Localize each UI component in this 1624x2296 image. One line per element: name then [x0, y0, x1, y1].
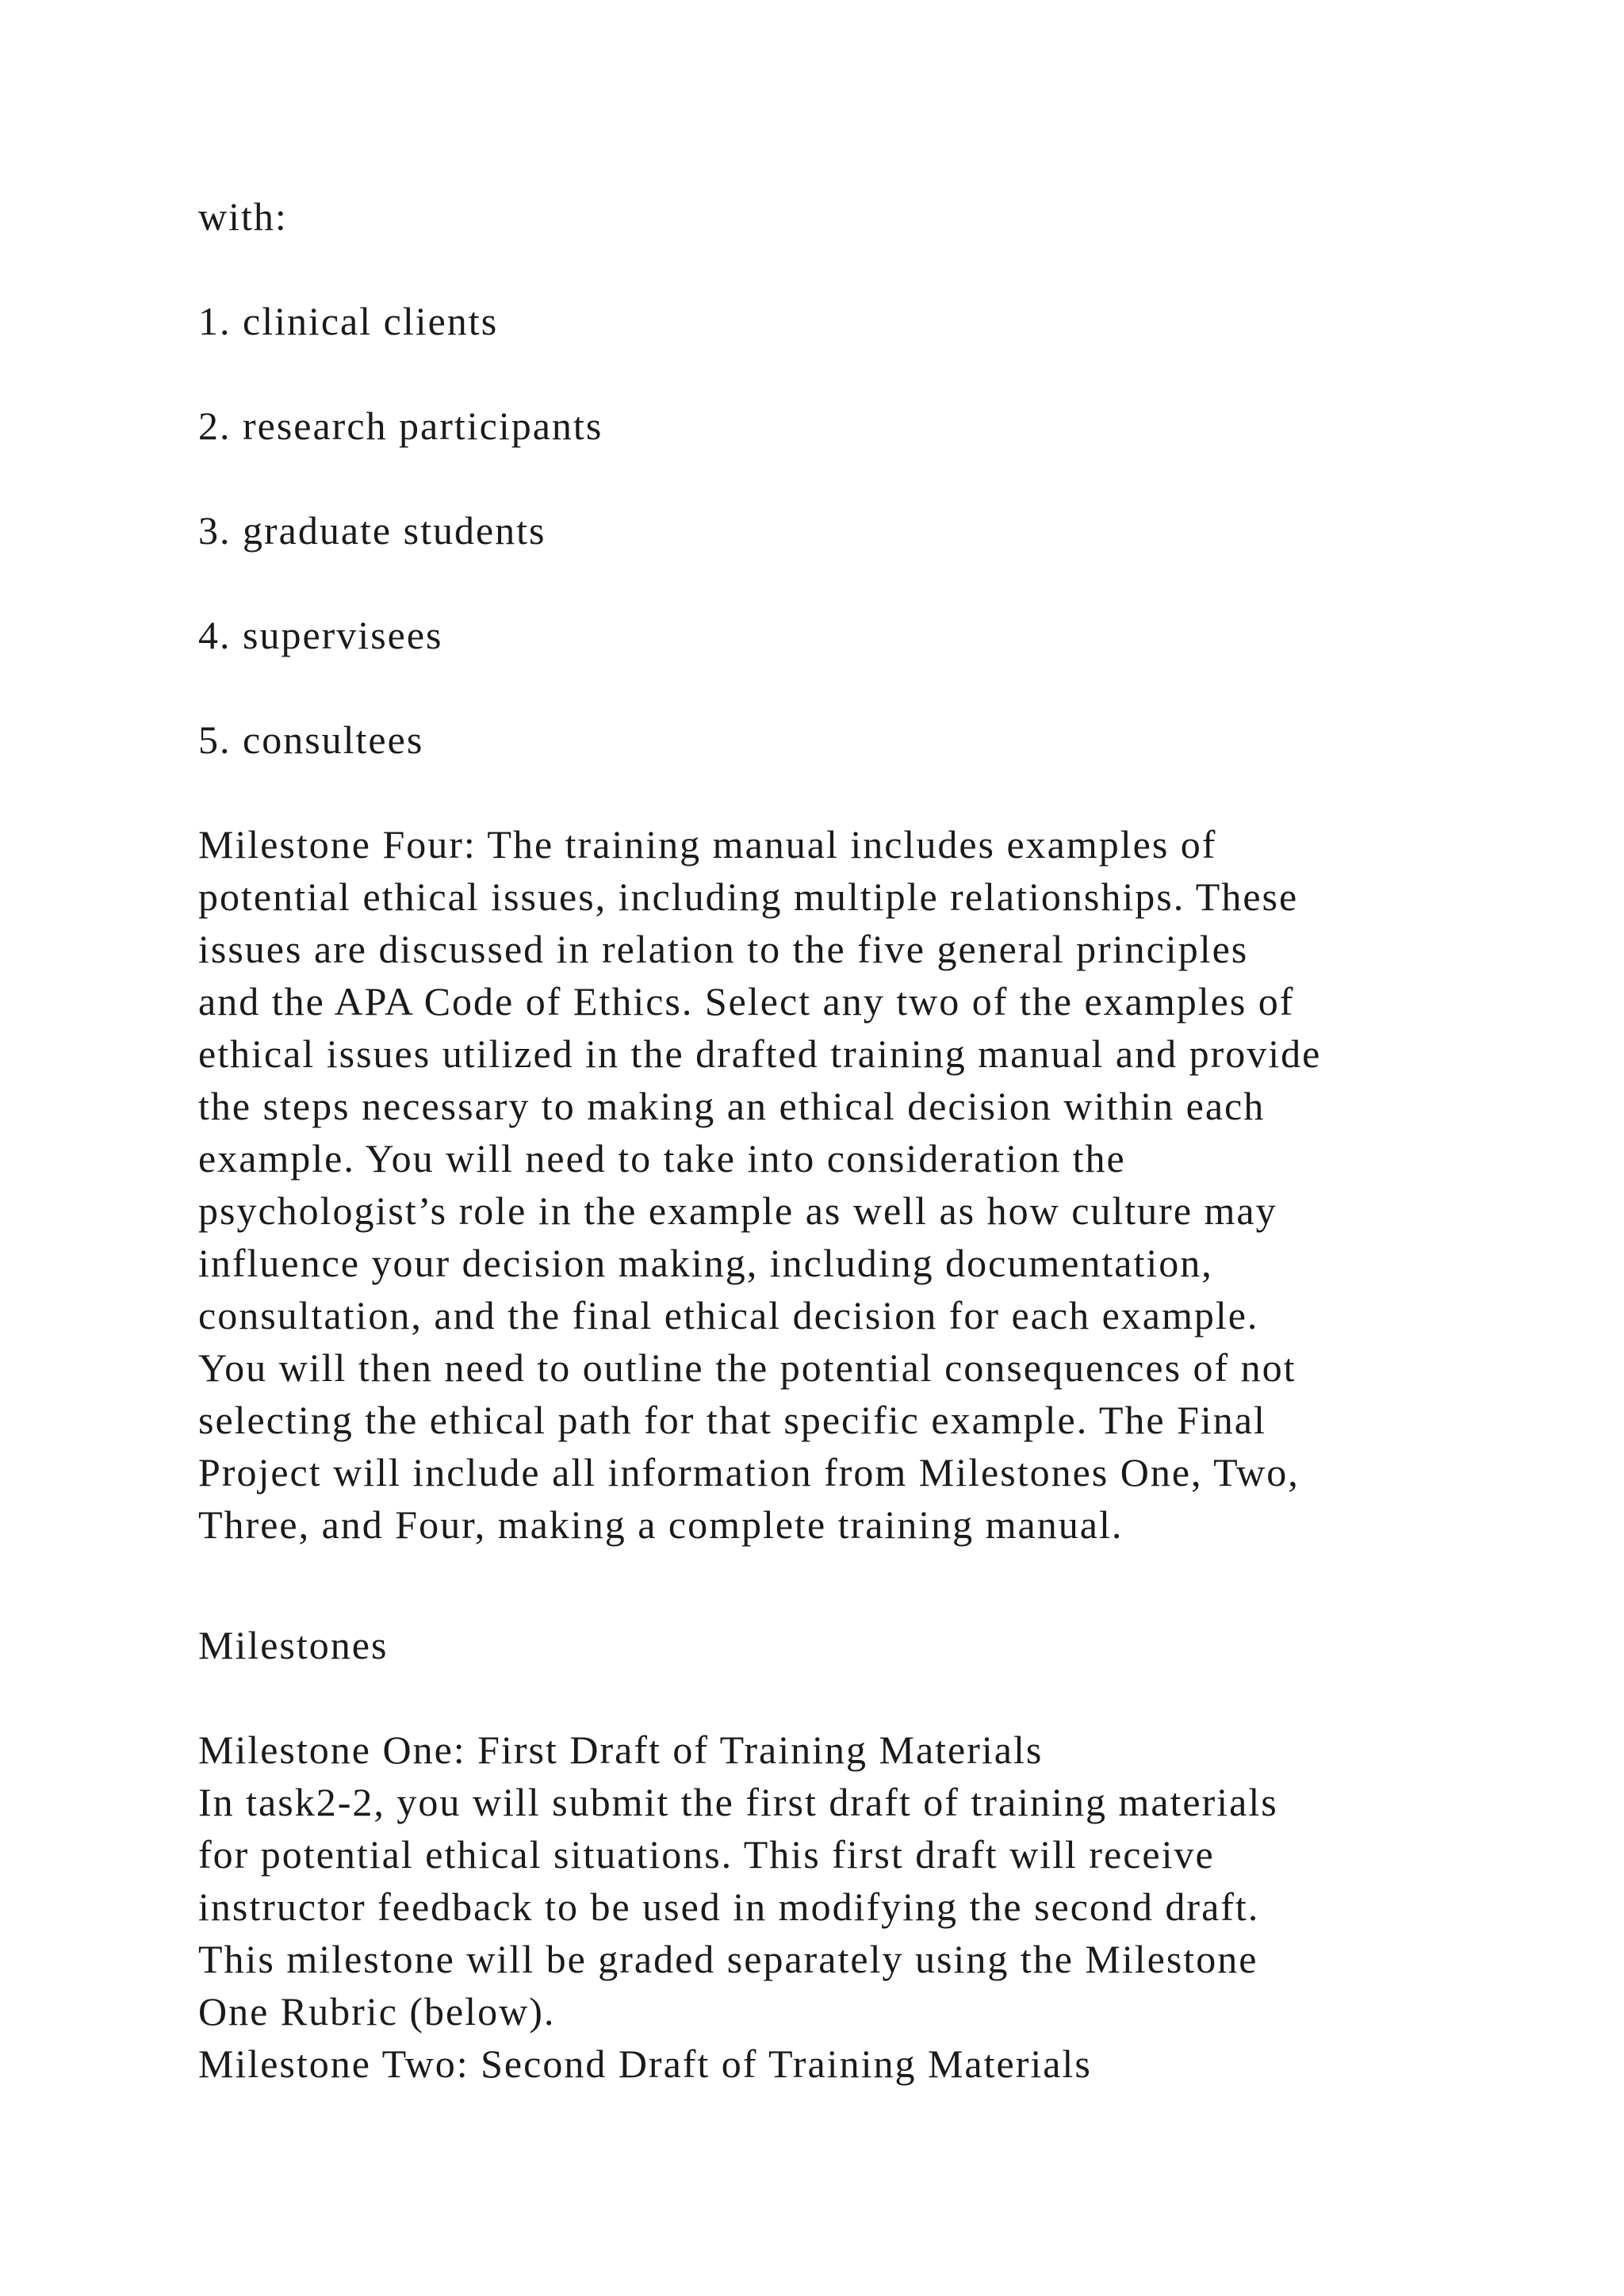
paragraph-line: psychologist’s role in the example as well as how culture may [198, 1188, 1277, 1233]
milestone-one-paragraph [198, 1724, 1278, 2090]
list-item: 3. graduate students [198, 508, 546, 553]
milestone-four-paragraph [198, 818, 1321, 1551]
paragraph-line: influence your decision making, including documentation, [198, 1241, 1213, 1285]
paragraph-line: the steps necessary to making an ethical decision within each [198, 1084, 1266, 1128]
paragraph-line: potential ethical issues, including multiple relationships. These [198, 874, 1299, 919]
paragraph-line: example. You will need to take into consideration the [198, 1136, 1126, 1181]
paragraph-line: selecting the ethical path for that specific example. The Final [198, 1398, 1266, 1442]
paragraph-line: You will then need to outline the potential consequences of not [198, 1345, 1297, 1390]
paragraph-line: In task2-2, you will submit the first draft of training materials [198, 1780, 1278, 1824]
list-item: 2. research participants [198, 404, 603, 448]
paragraph-line: One Rubric (below). [198, 1989, 556, 2034]
list-item: 4. supervisees [198, 613, 443, 657]
paragraph-line: Milestone Four: The training manual includes examples of [198, 822, 1217, 867]
paragraph-line: ethical issues utilized in the drafted training manual and provide [198, 1031, 1322, 1076]
intro-text: with: [198, 194, 288, 239]
paragraph-line: This milestone will be graded separately using the Milestone [198, 1937, 1258, 1981]
paragraph-line: instructor feedback to be used in modifying the second draft. [198, 1885, 1260, 1929]
paragraph-line: and the APA Code of Ethics. Select any two of the examples of [198, 979, 1295, 1024]
paragraph-line: Project will include all information from Milestones One, Two, [198, 1450, 1300, 1494]
paragraph-line: consultation, and the final ethical decision for each example. [198, 1293, 1259, 1337]
paragraph-line: Milestone One: First Draft of Training Materials [198, 1728, 1044, 1772]
milestones-heading: Milestones [198, 1623, 389, 1667]
list-item: 1. clinical clients [198, 299, 499, 343]
paragraph-line: for potential ethical situations. This first draft will receive [198, 1832, 1215, 1877]
paragraph-line: issues are discussed in relation to the five general principles [198, 927, 1249, 971]
paragraph-line: Milestone Two: Second Draft of Training Materials [198, 2042, 1092, 2086]
paragraph-line: Three, and Four, making a complete training manual. [198, 1502, 1124, 1547]
list-item: 5. consultees [198, 718, 424, 762]
